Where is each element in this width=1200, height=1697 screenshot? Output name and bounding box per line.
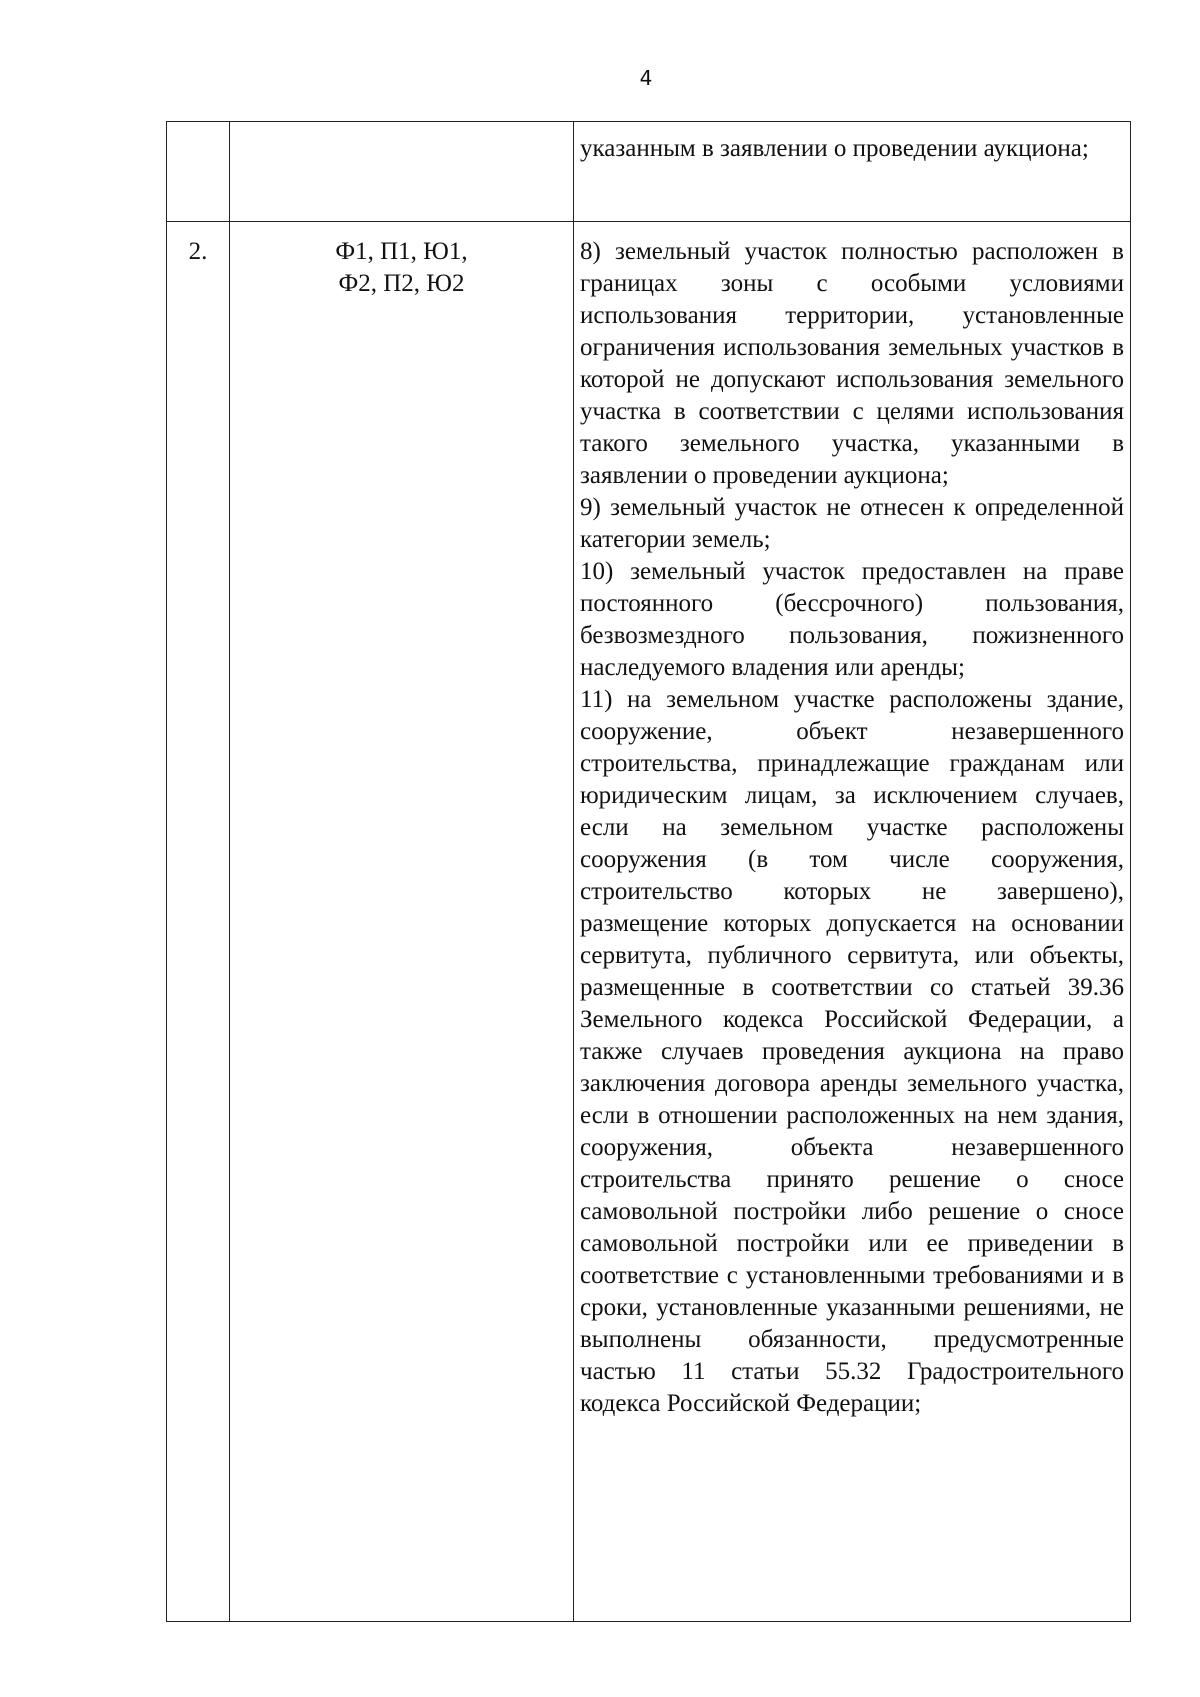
grounds-paragraph: указанным в заявлении о проведении аукциона; <box>580 135 1089 162</box>
table-row <box>167 222 1131 1622</box>
grounds-text-cell <box>574 222 1131 1622</box>
grounds-paragraph: 9) земельный участок не отнесен к определенной категории земель; <box>580 494 1124 553</box>
grounds-text-cell <box>574 122 1131 222</box>
applicant-codes-line: Ф1, П1, Ю1, <box>335 238 468 265</box>
applicant-codes-cell <box>230 122 574 222</box>
grounds-paragraph: 11) на земельном участке расположены здание, сооружение, объект незавершенного строительства, принадлежащие гражданам или юридическим лицам, за исключением случаев, если на земельном участке расположены сооружения (в том числе сооружения, строительство которых не завершено), размещение которых допускается на основании сервитута, публичного сервитута, или объекты, размещенные в соответствии со статьей 39.36 Земельного кодекса Российской Федерации, а также случаев проведения аукциона на право заключения договора аренды земельного участка, если в отношении расположенных на нем здания, сооружения, объекта незавершенного строительства принято решение о сносе самовольной постройки либо решение о сносе самовольной постройки или ее приведении в соответствие с установленными требованиями и в сроки, установленные указанными решениями, не выполнены обязанности, предусмотренные частью 11 статьи 55.32 Градостроительного кодекса Российской Федерации; <box>580 686 1124 1417</box>
page-number: 4 <box>639 66 653 90</box>
row-number: 2. <box>188 238 208 265</box>
grounds-paragraph: 10) земельный участок предоставлен на праве постоянного (бессрочного) пользования, безвозмездного пользования, пожизненного наследуемого владения или аренды; <box>580 558 1124 681</box>
table-row <box>167 122 1131 222</box>
row-number-cell <box>167 222 230 1622</box>
applicant-codes-cell <box>230 222 574 1622</box>
row-number-cell <box>167 122 230 222</box>
applicant-codes-line: Ф2, П2, Ю2 <box>338 270 465 297</box>
document-table <box>166 121 1131 1622</box>
grounds-paragraph: 8) земельный участок полностью расположен в границах зоны с особыми условиями использования территории, установленные ограничения использования земельных участков в которой не допускают использования земельного участка в соответствии с целями использования такого земельного участка, указанными в заявлении о проведении аукциона; <box>580 238 1124 489</box>
